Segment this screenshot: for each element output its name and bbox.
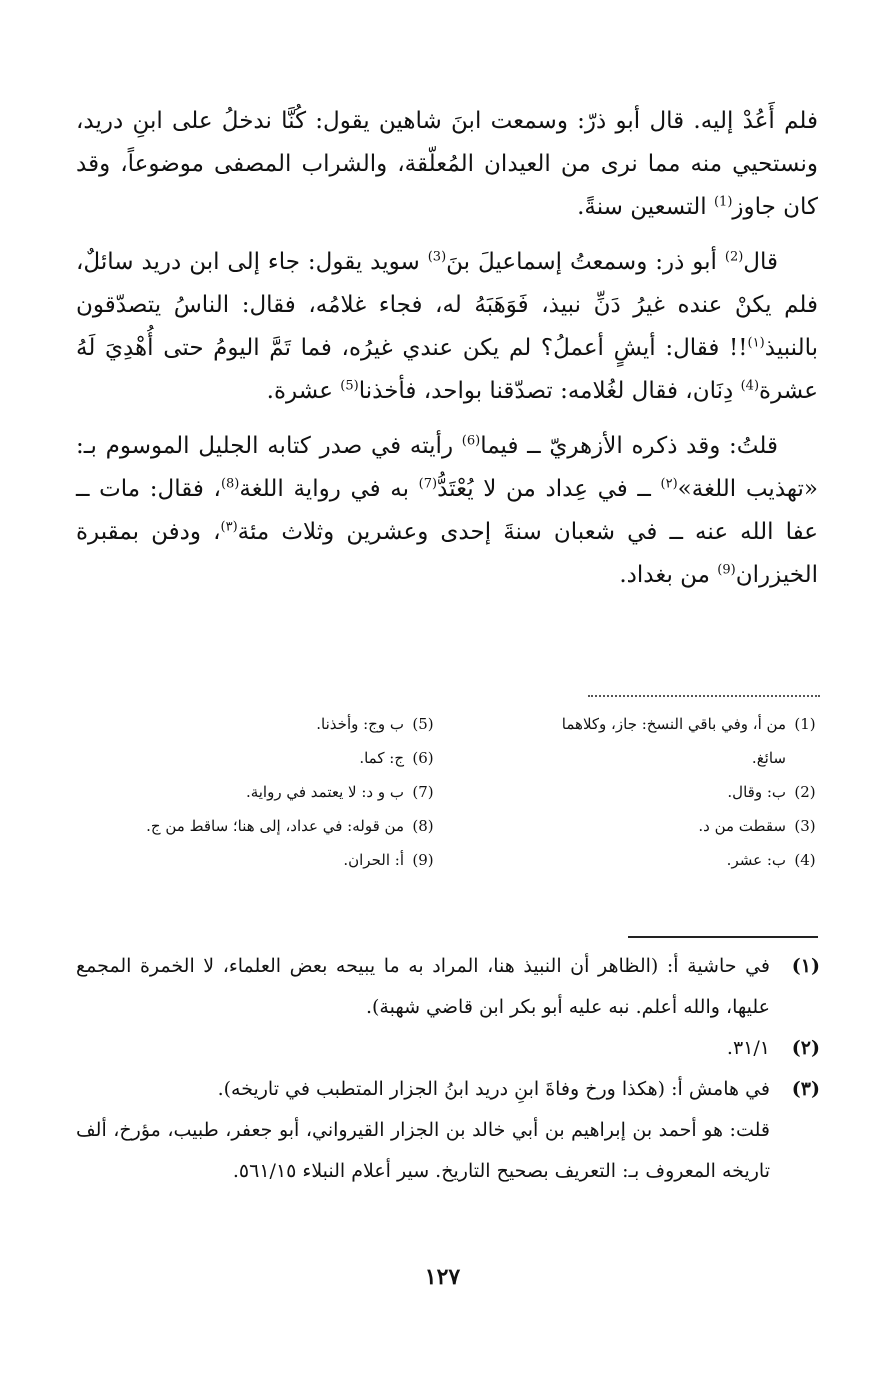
variant-text: ب: عشر. (726, 851, 786, 869)
footnote-number: (٢) (791, 1037, 820, 1059)
variant-note (458, 809, 824, 843)
variant-ref: (8) (220, 476, 240, 492)
footnote-3-continuation: قلت: هو أحمد بن إبراهيم بن أبي خالد بن الجزار القيرواني، أبو جعفر، طبيب، مؤرخ، ألف تاريخه المعروف بـ: التعريف بصحيح التاريخ. سير أعلام النبلاء ٥٦١/١٥. (76, 1119, 770, 1182)
variant-note (76, 809, 442, 843)
variant-text: ب وج: وأخذنا. (316, 715, 404, 733)
variant-ref: (2) (724, 249, 744, 265)
variant-number: (2) (794, 783, 816, 801)
paragraph-text: فلم أَعُدْ إليه. قال أبو ذرّ: وسمعت ابنَ شاهين يقول: كُنَّا ندخلُ على ابنِ دريد، ونستحيي منه مما نرى من العيدان المُعلّقة، والشراب المصفى موضوعاً، وقد كان جاوز (76, 108, 818, 220)
footnote-number: (٣) (791, 1078, 820, 1100)
variant-number: (3) (794, 817, 816, 835)
footnote-3 (76, 1069, 820, 1110)
main-text (76, 100, 818, 609)
paragraph-text: به في رواية اللغة (239, 476, 419, 502)
variant-ref: (1) (713, 194, 733, 210)
paragraph-text: قال (743, 249, 779, 275)
variant-note (458, 775, 824, 809)
page-number: ١٢٧ (424, 1264, 461, 1290)
variant-column-left (76, 707, 442, 877)
paragraph-text: التسعين سنةً. (577, 194, 714, 220)
variant-note (76, 843, 442, 877)
variant-notes (76, 707, 824, 877)
variant-ref: (4) (740, 378, 760, 394)
variant-note (458, 707, 824, 741)
footnotes (76, 946, 820, 1192)
variant-number: (4) (794, 851, 816, 869)
variant-ref: (6) (461, 433, 481, 449)
footnote-ref: (٣) (220, 519, 238, 535)
footnote-1 (76, 946, 820, 1028)
variant-text: ب و د: لا يعتمد في رواية. (245, 783, 404, 801)
variants-divider (588, 695, 820, 697)
variant-number: (9) (412, 851, 434, 869)
variant-number: (7) (412, 783, 434, 801)
variant-ref: (5) (340, 378, 359, 394)
variant-note (76, 741, 442, 775)
variant-number: (6) (412, 749, 434, 767)
variant-note (76, 707, 442, 741)
variant-text: من قوله: في عداد، إلى هنا؛ ساقط من ج. (146, 817, 404, 835)
variant-note (458, 741, 824, 775)
footnotes-divider (628, 936, 818, 938)
paragraph-text: عشرة. (266, 378, 341, 404)
paragraph-1 (76, 100, 818, 229)
variant-ref: (9) (717, 562, 736, 578)
paragraph-text: سويد يقول: جاء إلى ابن دريد سائلٌ، فلم يكنْ عنده غيرُ دَنِّ نبيذ، فَوَهَبَهُ له، فجاء غلامُه، فقال: الناسُ يتصدّقون بالنبيذ (76, 249, 818, 361)
variant-number: (5) (412, 715, 434, 733)
footnote-text: في هامش أ: (هكذا ورخ وفاةَ ابنِ دريد ابنُ الجزار المتطبب في تاريخه). (217, 1078, 770, 1100)
paragraph-3 (76, 425, 818, 597)
footnote-number: (١) (791, 955, 820, 977)
paragraph-text: أبو ذر: وسمعتُ إسماعيلَ بنَ (446, 249, 725, 275)
variant-note (458, 843, 824, 877)
variant-text: سقطت من د. (698, 817, 786, 835)
paragraph-2 (76, 241, 818, 413)
variant-text: ج: كما. (359, 749, 404, 767)
paragraph-text: رأيته في صدر كتابه الجليل الموسوم بـ: «تهذيب اللغة» (76, 433, 818, 502)
footnote-text: في حاشية أ: (الظاهر أن النبيذ هنا، المراد به ما يبيحه بعض العلماء، لا الخمرة المجمع عليها، والله أعلم. نبه عليه أبو بكر ابن قاضي شهبة). (76, 955, 771, 1018)
footnote-2 (76, 1028, 820, 1069)
footnote-text: ٣١/١. (726, 1037, 770, 1059)
variant-text: سائغ. (751, 749, 786, 767)
paragraph-text: قلتُ: وقد ذكره الأزهريّ ــ فيما (480, 433, 778, 459)
variant-text: من أ، وفي باقي النسخ: جاز، وكلاهما (561, 715, 786, 733)
paragraph-text: ــ في عِداد من لا يُعْتَدُّ (437, 476, 661, 502)
paragraph-text: ، ودفن بمقبرة الخيزران (76, 519, 818, 588)
paragraph-text: !! فقال: أيشٍ أعملُ؟ لم يكن عندي غيرُه، فما تَمَّ اليومُ حتى أُهْدِيَ لَهُ عشرة (76, 335, 818, 404)
paragraph-text: ، فقال: مات ــ عفا الله عنه ــ في شعبان سنةَ إحدى وعشرين وثلاث مئة (76, 476, 818, 545)
variant-ref: (3) (427, 249, 447, 265)
variant-number: (8) (412, 817, 434, 835)
paragraph-text: من بغداد. (619, 562, 718, 588)
variant-text: أ: الحران. (343, 851, 404, 869)
footnote-ref: (١) (747, 335, 765, 351)
variant-column-right (458, 707, 824, 877)
paragraph-text: دِنَان، فقال لغُلامه: تصدّقنا بواحد، فأخذنا (358, 378, 741, 404)
variant-note (76, 775, 442, 809)
variant-ref: (7) (418, 476, 438, 492)
variant-number: (1) (794, 715, 816, 733)
variant-number (786, 741, 824, 775)
footnote-ref: (٢) (660, 476, 678, 492)
variant-text: ب: وقال. (727, 783, 786, 801)
